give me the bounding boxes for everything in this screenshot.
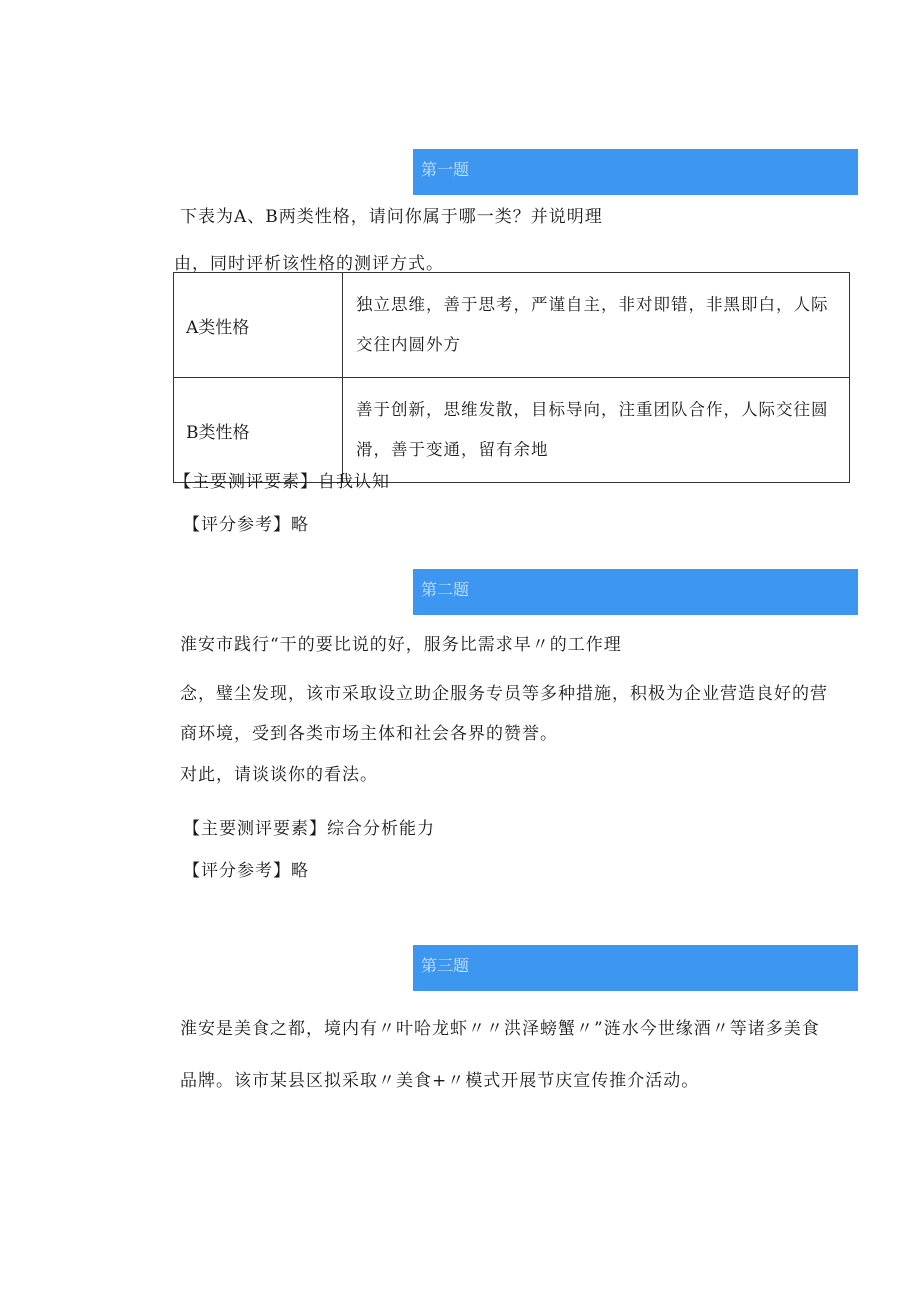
question-3-line-2: 品牌。该市某县区拟采取〃美食+〃模式开展节庆宣传推介活动。 (180, 1071, 700, 1091)
question-3-line-1: 淮安是美食之都，境内有〃叶哈龙虾〃〃洪泽螃蟹〃”涟水今世缘酒〃等诸多美食 (180, 1019, 820, 1039)
question-1-intro-line-2: 由，同时评析该性格的测评方式。 (174, 254, 444, 274)
question-2-line-1: 淮安市践行“干的要比说的好，服务比需求早〃的工作理 (180, 635, 622, 655)
personality-type-a-description: 独立思维，善于思考，严谨自主，非对即错，非黑即白，人际交往内圆外方 (343, 273, 850, 378)
question-3-banner: 第三题 (413, 945, 858, 991)
personality-type-b-description: 善于创新，思维发散，目标导向，注重团队合作，人际交往圆滑，善于变通，留有余地 (343, 378, 850, 483)
personality-type-b-label: B类性格 (174, 378, 343, 483)
question-1-scoring-reference: 【评分参考】略 (183, 515, 309, 535)
question-2-line-2: 念，璧尘发现，该市采取设立助企服务专员等多种措施，积极为企业营造良好的营 (180, 684, 828, 704)
question-2-evaluation-element: 【主要测评要素】综合分析能力 (183, 819, 435, 839)
personality-table (173, 272, 850, 483)
personality-type-a-label: A类性格 (174, 273, 343, 378)
question-1-banner: 第一题 (413, 149, 858, 195)
question-2-line-3: 商环境，受到各类市场主体和社会各界的赞誉。 (180, 724, 558, 744)
question-2-scoring-reference: 【评分参考】略 (183, 861, 309, 881)
question-1-intro-line-1: 下表为A、B两类性格，请问你属于哪一类？并说明理 (180, 207, 603, 227)
question-2-line-4: 对此，请谈谈你的看法。 (180, 765, 378, 785)
question-2-banner: 第二题 (413, 569, 858, 615)
table-row (174, 273, 850, 378)
question-1-evaluation-element: 【主要测评要素】自我认知 (174, 472, 390, 492)
